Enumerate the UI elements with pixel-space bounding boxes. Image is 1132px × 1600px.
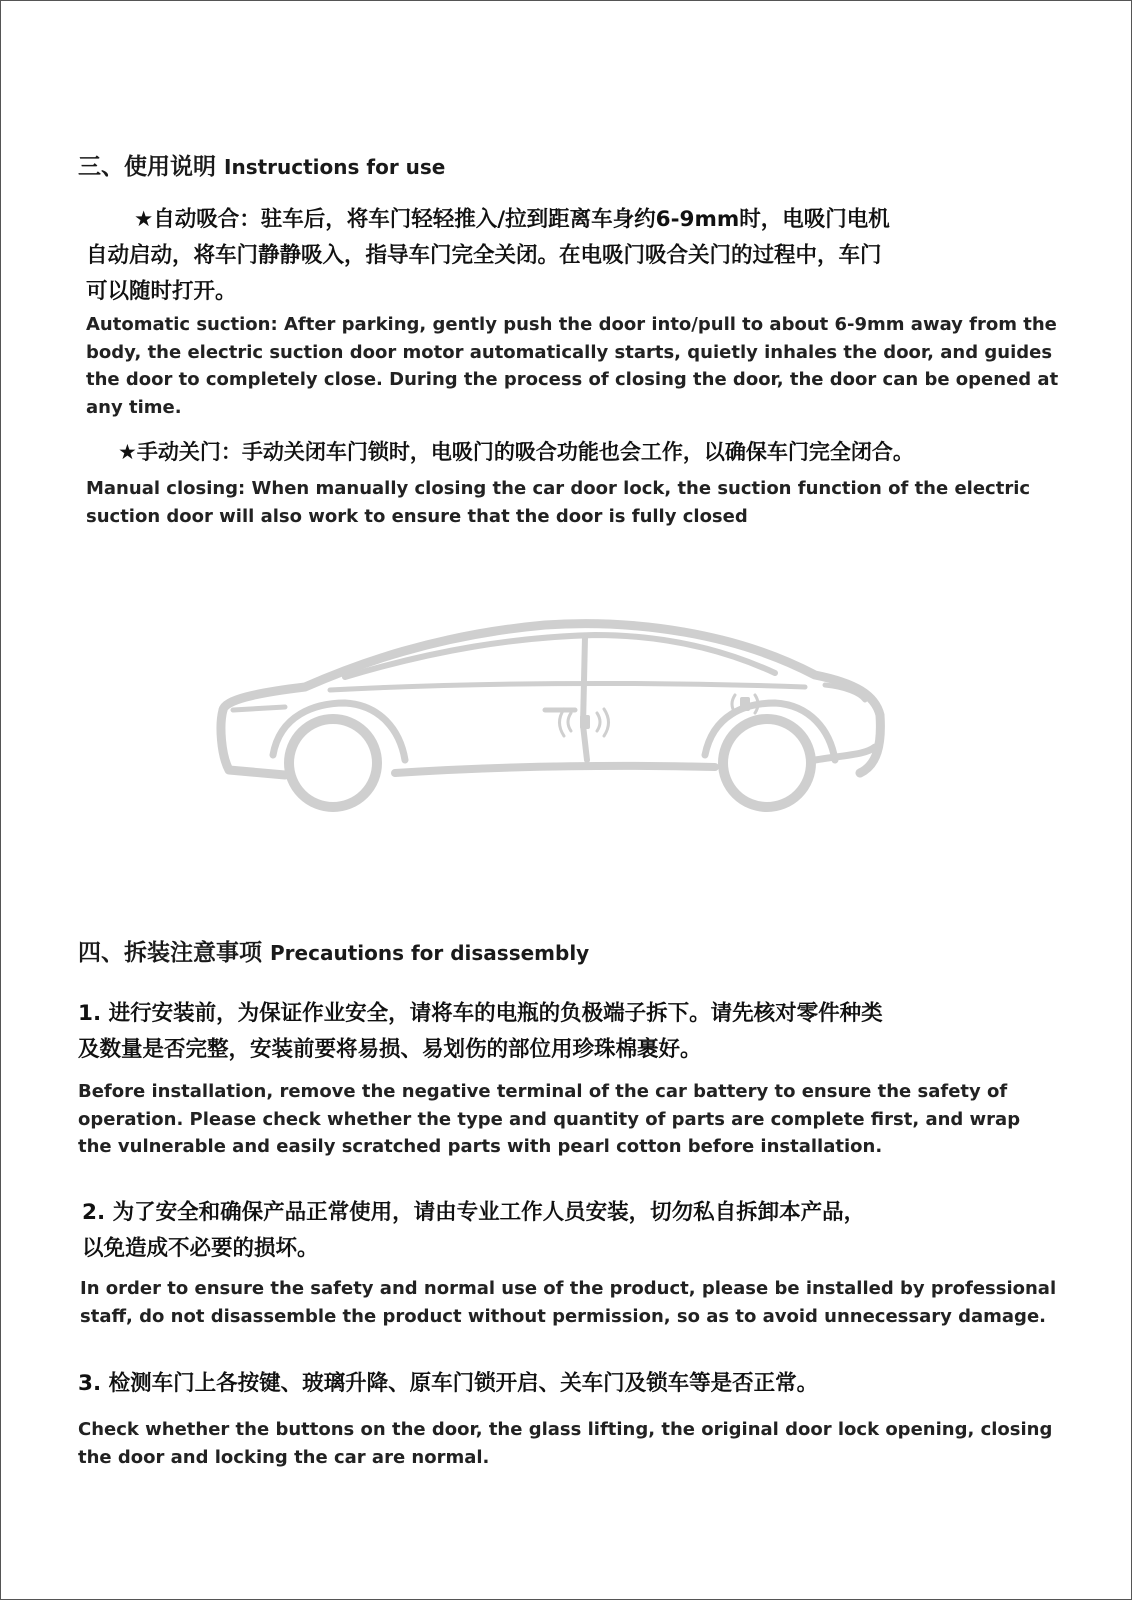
item1-en-line: the vulnerable and easily scratched parts with pearl cotton before installation. — [78, 1136, 883, 1157]
item3-en-line: the door and locking the car are normal. — [78, 1446, 490, 1468]
section4-heading — [78, 934, 589, 967]
section3-title-en: Instructions for use — [224, 155, 446, 179]
item1-zh-line: 1. 进行安装前，为保证作业安全，请将车的电瓶的负极端子拆下。请先核对零件种类 — [78, 1001, 883, 1026]
item3-zh — [78, 1366, 1098, 1402]
item1-en — [78, 1078, 1098, 1161]
manual-closing-en — [86, 475, 1096, 530]
auto-suction-en — [86, 311, 1096, 421]
item1-zh — [78, 996, 1098, 1068]
manual-closing-zh: ★手动关门：手动关闭车门锁时，电吸门的吸合功能也会工作，以确保车门完全闭合。 — [118, 440, 914, 464]
item2-en-line: In order to ensure the safety and normal use of the product, please be installed by professional — [80, 1278, 1057, 1299]
item2-zh-line: 以免造成不必要的损坏。 — [82, 1236, 319, 1261]
section4-title-en: Precautions for disassembly — [270, 941, 590, 965]
section4-title-zh: 四、拆装注意事项 — [78, 940, 262, 966]
item2-en — [80, 1275, 1100, 1330]
auto-en-line: the door to completely close. During the process of closing the door, the door can be opened at — [86, 369, 1059, 390]
item3-zh-line: 3. 检测车门上各按键、玻璃升降、原车门锁开启、关车门及锁车等是否正常。 — [78, 1371, 819, 1396]
manual-en-line: Manual closing: When manually closing the car door lock, the suction function of the electric — [86, 478, 1031, 499]
item1-en-line: operation. Please check whether the type and quantity of parts are complete first, and wrap — [78, 1108, 1021, 1130]
item3-en-line: Check whether the buttons on the door, the glass lifting, the original door lock opening, closing — [78, 1419, 1053, 1440]
item2-en-line: staff, do not disassemble the product without permission, so as to avoid unnecessary damage. — [80, 1305, 1046, 1327]
item3-en — [78, 1416, 1098, 1471]
item2-zh — [82, 1195, 1102, 1267]
section3-heading — [78, 148, 445, 181]
item1-zh-line: 及数量是否完整，安装前要将易损、易划伤的部位用珍珠棉裹好。 — [78, 1037, 702, 1062]
auto-zh-line: 可以随时打开。 — [86, 279, 237, 304]
manual-en-line: suction door will also work to ensure that the door is fully closed — [86, 505, 748, 527]
auto-suction-zh — [86, 202, 1096, 310]
item2-zh-line: 2. 为了安全和确保产品正常使用，请由专业工作人员安装，切勿私自拆卸本产品， — [82, 1200, 866, 1225]
item1-en-line: Before installation, remove the negative terminal of the car battery to ensure the safety of — [78, 1081, 1008, 1102]
auto-zh-line: 自动启动，将车门静静吸入，指导车门完全关闭。在电吸门吸合关门的过程中，车门 — [86, 243, 882, 268]
auto-en-line: body, the electric suction door motor automatically starts, quietly inhales the door, and guides — [86, 341, 1053, 363]
auto-en-line: Automatic suction: After parking, gently push the door into/pull to about 6-9mm away from the — [86, 314, 1057, 335]
section3-title-zh: 三、使用说明 — [78, 154, 216, 180]
car-side-icon — [215, 615, 905, 830]
auto-en-line: any time. — [86, 396, 182, 418]
auto-zh-line: ★自动吸合：驻车后，将车门轻轻推入/拉到距离车身约6-9mm时，电吸门电机 — [134, 207, 890, 232]
